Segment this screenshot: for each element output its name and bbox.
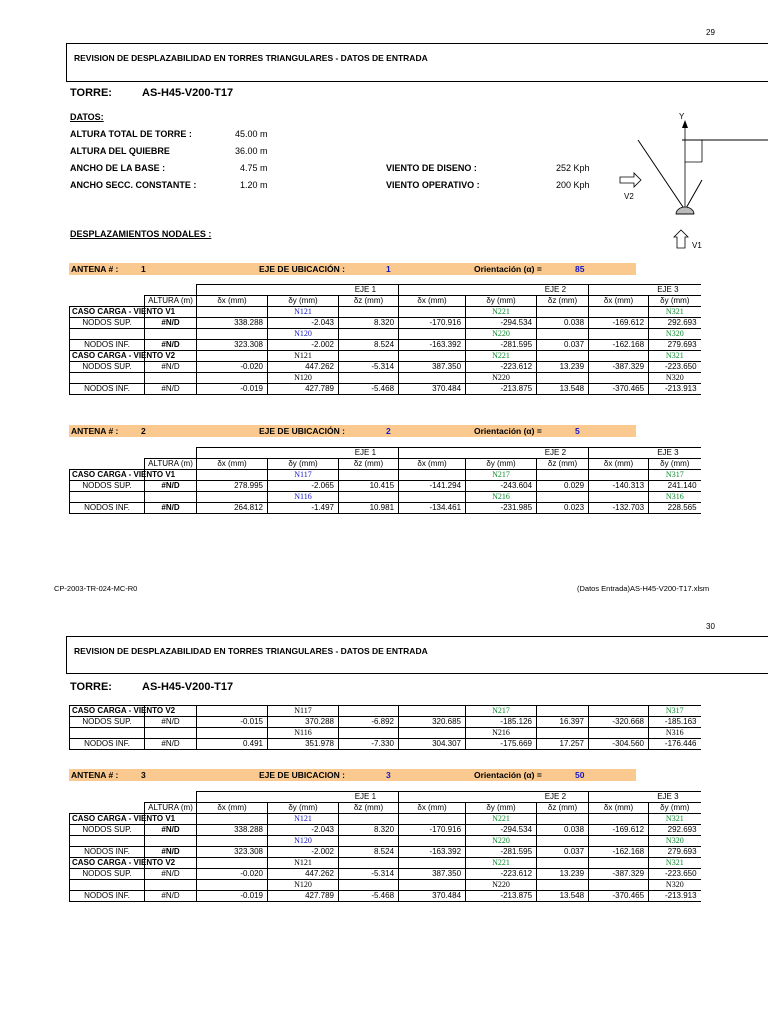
tower-diagram [610,110,768,255]
node-label: N321 [649,814,701,825]
torre-value: AS-H45-V200-T17 [142,87,234,99]
viento-diseno-value: 252 Kph [556,163,590,173]
nodos-inf-label: NODOS INF. [70,847,145,858]
cell-value: 8.320 [339,318,399,329]
node-label: N321 [649,351,701,362]
antena-number: 2 [141,426,146,436]
cell-value: 0.023 [537,503,589,514]
cell-value: -304.560 [589,739,649,750]
node-label: N117 [268,706,339,717]
dx-header: δx (mm) [589,459,649,470]
node-label: N320 [649,329,701,340]
antena-2-table [69,447,701,514]
altura-value: #N/D [145,362,197,373]
eje3-header: EJE 3 [589,285,701,296]
eje1-header: EJE 1 [197,792,399,803]
cell-value: -387.329 [589,362,649,373]
document-title: REVISION DE DESPLAZABILIDAD EN TORRES TRIANGULARES - DATOS DE ENTRADA [74,53,428,63]
cell-value: -281.595 [466,340,537,351]
cell-value: -5.468 [339,891,399,902]
viento-operativo-value: 200 Kph [556,180,590,190]
cell-value: 10.981 [339,503,399,514]
altura-header: ALTURA (m) [145,296,197,307]
eje1-header: EJE 1 [197,448,399,459]
altura-quiebre-value: 36.00 m [235,146,268,156]
cell-value: -5.314 [339,869,399,880]
cell-value: -281.595 [466,847,537,858]
diagram-right-leg [685,180,702,210]
altura-header: ALTURA (m) [145,803,197,814]
altura-value: #N/D [145,481,197,492]
cell-value: 370.484 [399,384,466,395]
caso-v2-label: CASO CARGA - VIENTO V2 [70,351,145,362]
cell-value: -162.168 [589,340,649,351]
cell-value: 427.789 [268,891,339,902]
dy-header: δy (mm) [649,459,701,470]
cell-value: 279.693 [649,847,701,858]
cell-value: 16.397 [537,717,589,728]
dx-header: δx (mm) [399,459,466,470]
cell-value: 228.565 [649,503,701,514]
eje2-header: EJE 2 [399,448,589,459]
altura-value: #N/D [145,384,197,395]
torre-value: AS-H45-V200-T17 [142,681,234,693]
antena-number: 3 [141,770,146,780]
cell-value: -2.002 [268,847,339,858]
cell-value: -294.534 [466,318,537,329]
altura-total-value: 45.00 m [235,129,268,139]
eje3-header: EJE 3 [589,792,701,803]
caso-v1-label: CASO CARGA - VIENTO V1 [70,814,145,825]
cell-value: -223.650 [649,362,701,373]
cell-value: -185.163 [649,717,701,728]
cell-value: 0.038 [537,318,589,329]
cell-value: 338.288 [197,825,268,836]
cell-value: -0.020 [197,362,268,373]
cell-value: -243.604 [466,481,537,492]
cell-value: 0.029 [537,481,589,492]
cell-value: -5.468 [339,384,399,395]
cell-value: 0.491 [197,739,268,750]
cell-value: -0.019 [197,891,268,902]
cell-value: -163.392 [399,340,466,351]
cell-value: 8.524 [339,340,399,351]
eje-ubicacion-value: 3 [386,770,391,780]
node-label: N116 [268,492,339,503]
cell-value: -370.465 [589,384,649,395]
diagram-left-leg [638,140,685,210]
diagram-support-icon [676,207,694,214]
eje3-header: EJE 3 [589,448,701,459]
antena-1-table [69,284,701,395]
cell-value: -5.314 [339,362,399,373]
cell-value: 320.685 [399,717,466,728]
altura-value: #N/D [145,503,197,514]
dx-header: δx (mm) [589,803,649,814]
footer-left: CP-2003-TR-024-MC-R0 [54,584,138,593]
cell-value: -213.875 [466,384,537,395]
dx-header: δx (mm) [589,296,649,307]
cell-value: -169.612 [589,825,649,836]
nodos-inf-label: NODOS INF. [70,739,145,750]
cell-value: -141.294 [399,481,466,492]
nodos-inf-label: NODOS INF. [70,891,145,902]
node-label: N321 [649,858,701,869]
dz-header: δz (mm) [537,296,589,307]
cell-value: -162.168 [589,847,649,858]
node-label: N220 [466,880,537,891]
dz-header: δz (mm) [537,803,589,814]
nodos-inf-label: NODOS INF. [70,340,145,351]
cell-value: 351.978 [268,739,339,750]
node-label: N120 [268,836,339,847]
node-label: N316 [649,492,701,503]
altura-value: #N/D [145,340,197,351]
dy-header: δy (mm) [649,296,701,307]
cell-value: 370.484 [399,891,466,902]
dy-header: δy (mm) [268,459,339,470]
orientacion-label: Orientación (α) = [474,770,542,780]
node-label: N117 [268,470,339,481]
cell-value: 10.415 [339,481,399,492]
ancho-base-label: ANCHO DE LA BASE : [70,163,166,173]
cell-value: 304.307 [399,739,466,750]
cell-value: -370.465 [589,891,649,902]
cell-value: -223.612 [466,869,537,880]
desplazamientos-heading: DESPLAZAMIENTOS NODALES : [70,229,212,239]
cell-value: 0.037 [537,340,589,351]
caso-v1-label: CASO CARGA - VIENTO V1 [70,307,145,318]
eje2-header: EJE 2 [399,285,589,296]
node-label: N221 [466,351,537,362]
cell-value: 387.350 [399,362,466,373]
eje-ubicacion-value: 1 [386,264,391,274]
dy-header: δy (mm) [466,803,537,814]
cell-value: -7.330 [339,739,399,750]
cell-value: -134.461 [399,503,466,514]
altura-header: ALTURA (m) [145,459,197,470]
cell-value: 8.524 [339,847,399,858]
eje1-header: EJE 1 [197,285,399,296]
dy-header: δy (mm) [268,803,339,814]
cell-value: -176.446 [649,739,701,750]
cell-value: -185.126 [466,717,537,728]
nodos-sup-label: NODOS SUP. [70,362,145,373]
node-label: N120 [268,329,339,340]
orientacion-label: Orientación (α) = [474,264,542,274]
nodos-sup-label: NODOS SUP. [70,481,145,492]
header-frame-bottom [66,81,768,82]
header-frame-top [66,43,768,44]
y-axis-arrow-icon [682,120,688,128]
cell-value: 427.789 [268,384,339,395]
orientacion-value: 5 [575,426,580,436]
altura-value: #N/D [145,825,197,836]
cell-value: 278.995 [197,481,268,492]
altura-value: #N/D [145,739,197,750]
diagram-v1-label: V1 [692,241,702,250]
cell-value: -320.668 [589,717,649,728]
nodos-sup-label: NODOS SUP. [70,869,145,880]
node-label: N316 [649,728,701,739]
node-label: N320 [649,880,701,891]
dx-header: δx (mm) [197,296,268,307]
node-label: N220 [466,373,537,384]
cell-value: -170.916 [399,825,466,836]
caso-v2-label: CASO CARGA - VIENTO V2 [70,706,145,717]
cell-value: -213.913 [649,384,701,395]
page-number: 29 [706,28,715,37]
node-label: N221 [466,307,537,318]
antena-label: ANTENA # : [71,770,119,780]
dy-header: δy (mm) [466,296,537,307]
node-label: N317 [649,470,701,481]
cell-value: -163.392 [399,847,466,858]
node-label: N317 [649,706,701,717]
node-label: N221 [466,858,537,869]
cell-value: -2.002 [268,340,339,351]
header-frame-top [66,636,768,637]
eje2-header: EJE 2 [399,792,589,803]
node-label: N221 [466,814,537,825]
cell-value: 279.693 [649,340,701,351]
nodos-sup-label: NODOS SUP. [70,318,145,329]
cell-value: -294.534 [466,825,537,836]
page-number: 30 [706,622,715,631]
eje-ubicacion-label: EJE DE UBICACIÓN : [259,264,345,274]
antena-1-bar [69,263,636,275]
nodos-sup-label: NODOS SUP. [70,717,145,728]
cell-value: 338.288 [197,318,268,329]
eje-ubicacion-label: EJE DE UBICACIÓN : [259,426,345,436]
cell-value: -1.497 [268,503,339,514]
ancho-base-value: 4.75 m [240,163,268,173]
cell-value: 292.693 [649,825,701,836]
cell-value: -223.612 [466,362,537,373]
nodos-sup-label: NODOS SUP. [70,825,145,836]
cell-value: 323.308 [197,340,268,351]
cell-value: -213.875 [466,891,537,902]
torre-label: TORRE: [70,681,112,693]
cell-value: 17.257 [537,739,589,750]
node-label: N217 [466,706,537,717]
node-label: N121 [268,858,339,869]
cell-value: -2.043 [268,318,339,329]
cell-value: -2.065 [268,481,339,492]
cell-value: 370.288 [268,717,339,728]
dz-header: δz (mm) [537,459,589,470]
dy-header: δy (mm) [649,803,701,814]
cell-value: -175.669 [466,739,537,750]
header-frame-bottom [66,673,768,674]
altura-value: #N/D [145,318,197,329]
node-label: N121 [268,351,339,362]
viento-diseno-label: VIENTO DE DISENO : [386,163,477,173]
antena-2-v2-table [69,705,701,750]
cell-value: 0.037 [537,847,589,858]
orientacion-label: Orientación (α) = [474,426,542,436]
node-label: N121 [268,814,339,825]
viento-operativo-label: VIENTO OPERATIVO : [386,180,480,190]
altura-value: #N/D [145,869,197,880]
cell-value: -169.612 [589,318,649,329]
node-label: N116 [268,728,339,739]
footer-right: (Datos Entrada)AS-H45-V200-T17.xlsm [577,584,710,593]
cell-value: 292.693 [649,318,701,329]
node-label: N320 [649,836,701,847]
cell-value: 241.140 [649,481,701,492]
cell-value: 13.239 [537,869,589,880]
cell-value: -387.329 [589,869,649,880]
orientacion-value: 50 [575,770,585,780]
node-label: N216 [466,728,537,739]
cell-value: -0.015 [197,717,268,728]
cell-value: -0.020 [197,869,268,880]
cell-value: 0.038 [537,825,589,836]
diagram-y-label: Y [679,112,685,121]
cell-value: 387.350 [399,869,466,880]
orientacion-value: 85 [575,264,585,274]
altura-value: #N/D [145,891,197,902]
altura-value: #N/D [145,717,197,728]
antena-label: ANTENA # : [71,426,119,436]
eje-ubicacion-label: EJE DE UBICACION : [259,770,345,780]
cell-value: 8.320 [339,825,399,836]
dy-header: δy (mm) [466,459,537,470]
dy-header: δy (mm) [268,296,339,307]
dx-header: δx (mm) [197,803,268,814]
cell-value: 13.239 [537,362,589,373]
cell-value: 447.262 [268,362,339,373]
cell-value: -132.703 [589,503,649,514]
antena-2-bar [69,425,636,437]
cell-value: -231.985 [466,503,537,514]
altura-quiebre-label: ALTURA DEL QUIEBRE [70,146,170,156]
ancho-secc-value: 1.20 m [240,180,268,190]
dx-header: δx (mm) [399,296,466,307]
cell-value: 323.308 [197,847,268,858]
node-label: N220 [466,329,537,340]
cell-value: 447.262 [268,869,339,880]
wind-v1-arrow-icon [674,230,688,248]
header-frame-left [66,43,67,81]
diagram-v2-label: V2 [624,192,634,201]
dx-header: δx (mm) [197,459,268,470]
eje-ubicacion-value: 2 [386,426,391,436]
caso-v1-label: CASO CARGA - VIENTO V1 [70,470,145,481]
node-label: N321 [649,307,701,318]
torre-label: TORRE: [70,87,112,99]
dz-header: δz (mm) [339,459,399,470]
nodos-inf-label: NODOS INF. [70,503,145,514]
cell-value: 13.548 [537,891,589,902]
node-label: N217 [466,470,537,481]
cell-value: -0.019 [197,384,268,395]
dz-header: δz (mm) [339,296,399,307]
node-label: N216 [466,492,537,503]
altura-total-label: ALTURA TOTAL DE TORRE : [70,129,192,139]
cell-value: 264.812 [197,503,268,514]
nodos-inf-label: NODOS INF. [70,384,145,395]
node-label: N220 [466,836,537,847]
cell-value: -140.313 [589,481,649,492]
node-label: N121 [268,307,339,318]
dz-header: δz (mm) [339,803,399,814]
caso-v2-label: CASO CARGA - VIENTO V2 [70,858,145,869]
antena-label: ANTENA # : [71,264,119,274]
antena-3-bar [69,769,636,781]
dx-header: δx (mm) [399,803,466,814]
cell-value: -6.892 [339,717,399,728]
antena-number: 1 [141,264,146,274]
node-label: N320 [649,373,701,384]
datos-heading: DATOS: [70,112,104,122]
ancho-secc-label: ANCHO SECC. CONSTANTE : [70,180,197,190]
document-title: REVISION DE DESPLAZABILIDAD EN TORRES TRIANGULARES - DATOS DE ENTRADA [74,646,428,656]
cell-value: -223.650 [649,869,701,880]
header-frame-left [66,636,67,673]
antena-3-table [69,791,701,902]
node-label: N120 [268,373,339,384]
cell-value: -170.916 [399,318,466,329]
cell-value: -213.913 [649,891,701,902]
altura-value: #N/D [145,847,197,858]
cell-value: -2.043 [268,825,339,836]
node-label: N120 [268,880,339,891]
cell-value: 13.548 [537,384,589,395]
wind-v2-arrow-icon [620,173,641,187]
